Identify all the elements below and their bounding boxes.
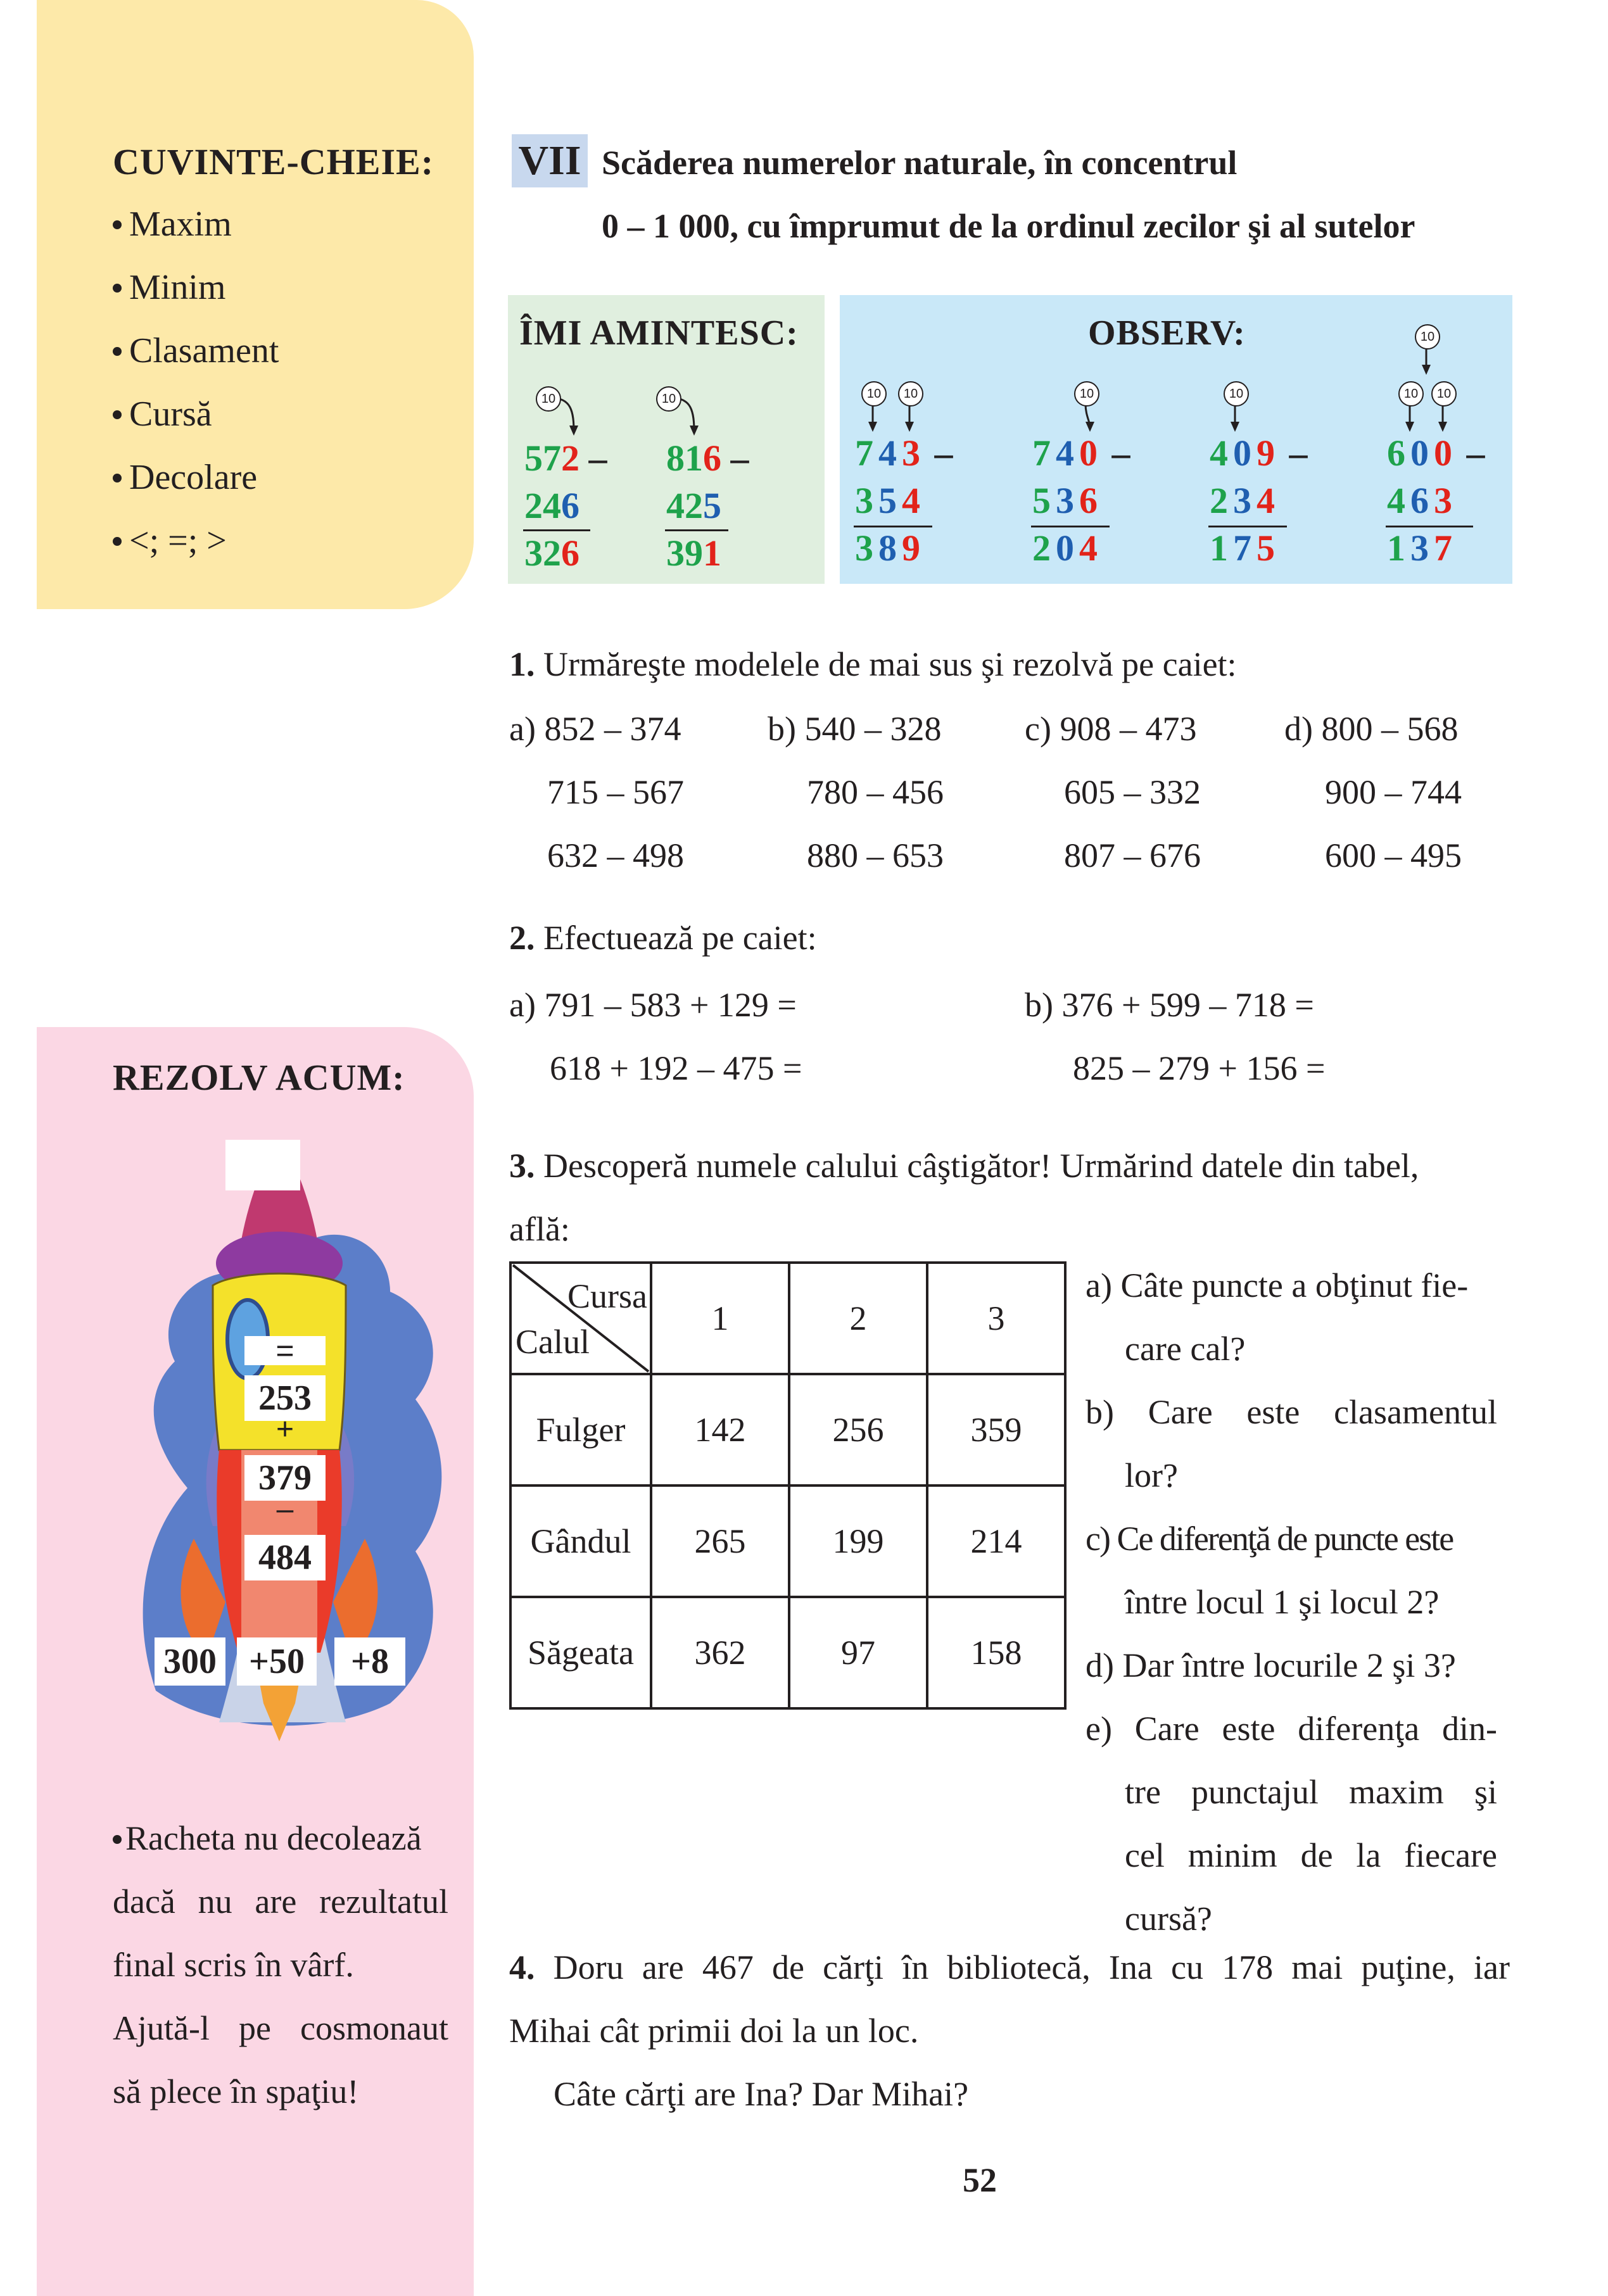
exercise-3-heading: 3. Descoperă numele calului câştigător! Urmărind datele din tabel,	[509, 1147, 1419, 1185]
solve-now-title: REZOLV ACUM:	[113, 1057, 405, 1098]
observe-example-2: 740 – 536 204	[1032, 432, 1130, 569]
rocket-note	[113, 1819, 448, 2135]
result-line	[1208, 526, 1287, 527]
table-cell: 256	[789, 1374, 927, 1485]
note-line: să plece în spaţiu!	[113, 2072, 359, 2110]
bullet-icon	[113, 347, 122, 356]
page-number: 52	[963, 2161, 997, 2199]
table-row	[510, 1485, 1065, 1597]
exercise-2-item: a) 791 – 583 + 129 =	[509, 986, 797, 1024]
rocket-equals: =	[244, 1336, 326, 1365]
note-line: Ajută-l pe cosmonaut	[113, 2009, 448, 2047]
borrow-ten-icon: 10	[656, 386, 681, 412]
borrow-ten-icon: 10	[1398, 381, 1424, 407]
exercise-1-item: 632 – 498	[547, 836, 684, 874]
exercise-1-item: c) 908 – 473	[1025, 710, 1197, 748]
exercise-1-item: 600 – 495	[1325, 836, 1462, 874]
keyword-item: Decolare	[113, 457, 257, 498]
exercise-1-item: 900 – 744	[1325, 773, 1462, 811]
bullet-icon	[113, 220, 122, 229]
note-line: final scris în vârf.	[113, 1946, 354, 1984]
exercise-3-heading-cont: află:	[509, 1210, 570, 1248]
exercise-2-item: 618 + 192 – 475 =	[550, 1049, 802, 1087]
exercise-4-line1: 4. Doru are 467 de cărţi în bibliotecă, Ina cu 178 mai puţine, iar	[509, 1948, 1510, 1986]
exercise-4-line3: Câte cărţi are Ina? Dar Mihai?	[554, 2075, 969, 2113]
lesson-title-line1: Scăderea numerelor naturale, în concentrul	[602, 144, 1238, 182]
rocket-operator: +	[275, 1413, 294, 1446]
question-line: cursă?	[1125, 1900, 1212, 1938]
keyword-item: Maxim	[113, 204, 232, 244]
exercise-1-item: 807 – 676	[1064, 836, 1201, 874]
borrow-ten-icon: 10	[1431, 381, 1457, 407]
table-row	[510, 1374, 1065, 1485]
borrow-ten-icon: 10	[1415, 324, 1440, 350]
bullet-icon	[113, 537, 122, 546]
table-cell: 97	[789, 1597, 927, 1708]
table-header-cell: 3	[927, 1263, 1065, 1374]
rocket-base-number: +8	[334, 1637, 405, 1686]
observe-example-4: 600 – 463 137	[1387, 432, 1485, 569]
exercise-3-questions	[1086, 1254, 1497, 1950]
table-cell-horse: Gândul	[510, 1485, 651, 1597]
keywords-title: CUVINTE-CHEIE:	[113, 141, 434, 182]
table-cell-horse: Săgeata	[510, 1597, 651, 1708]
remember-example-2: 816 – 425 391	[666, 438, 749, 574]
observe-example-1: 743 – 354 389	[855, 432, 953, 569]
rocket-base-number: 300	[155, 1637, 225, 1686]
question-line: cel minim de la fiecare	[1125, 1836, 1497, 1874]
keyword-item: Clasament	[113, 331, 279, 371]
question-line: lor?	[1125, 1456, 1178, 1494]
table-cell: 265	[651, 1485, 789, 1597]
keyword-item: Cursă	[113, 394, 212, 434]
bullet-icon	[113, 1835, 122, 1844]
exercise-1-item: a) 852 – 374	[509, 710, 681, 748]
table-cell-horse: Fulger	[510, 1374, 651, 1485]
observe-title: OBSERV:	[1088, 313, 1246, 353]
table-header-cell: 2	[789, 1263, 927, 1374]
rocket-base-number: +50	[237, 1637, 317, 1686]
exercise-1-item: 880 – 653	[807, 836, 944, 874]
rocket-number: 379	[244, 1455, 326, 1501]
result-line	[854, 526, 932, 527]
table-corner-top: Cursa	[567, 1277, 647, 1315]
borrow-ten-icon: 10	[1224, 381, 1249, 407]
remember-title: ÎMI AMINTESC:	[519, 313, 799, 353]
rocket-operator: –	[276, 1492, 294, 1526]
question-line: d) Dar între locurile 2 şi 3?	[1086, 1646, 1456, 1684]
lesson-number: VII	[518, 137, 581, 184]
question-line: care cal?	[1125, 1330, 1246, 1368]
table-header-row	[510, 1263, 1065, 1374]
exercise-2-heading: 2. Efectuează pe caiet:	[509, 919, 817, 957]
lesson-title-line2: 0 – 1 000, cu împrumut de la ordinul zecilor şi al sutelor	[602, 207, 1415, 245]
result-line	[1386, 526, 1473, 527]
exercise-1-item: 605 – 332	[1064, 773, 1201, 811]
table-cell: 142	[651, 1374, 789, 1485]
table-header-cell: 1	[651, 1263, 789, 1374]
table-cell: 362	[651, 1597, 789, 1708]
result-line	[1031, 526, 1110, 527]
keywords-panel	[37, 0, 474, 609]
exercise-2-item: 825 – 279 + 156 =	[1073, 1049, 1326, 1087]
question-line: b) Care este clasamentul	[1086, 1393, 1497, 1431]
question-line: între locul 1 şi locul 2?	[1125, 1583, 1440, 1621]
remember-example-1: 572 – 246 326	[524, 438, 607, 574]
note-line: Racheta nu decolează	[113, 1819, 448, 1882]
exercise-1-item: 715 – 567	[547, 773, 684, 811]
keyword-item: <; =; >	[113, 520, 227, 561]
bullet-icon	[113, 284, 122, 293]
exercise-1-item: b) 540 – 328	[768, 710, 942, 748]
result-line	[523, 529, 590, 531]
question-line: e) Care este diferenţa din-	[1086, 1710, 1497, 1748]
question-line: tre punctajul maxim şi	[1125, 1773, 1497, 1811]
table-cell: 199	[789, 1485, 927, 1597]
question-line: a) Câte puncte a obţinut fie-	[1086, 1266, 1469, 1304]
exercise-1-heading: 1. Urmăreşte modelele de mai sus şi rezolvă pe caiet:	[509, 645, 1237, 683]
exercise-2-item: b) 376 + 599 – 718 =	[1025, 986, 1314, 1024]
race-table	[509, 1261, 1067, 1710]
borrow-ten-icon: 10	[1074, 381, 1099, 407]
exercise-4-line2: Mihai cât primii doi la un loc.	[509, 2012, 919, 2050]
question-line: c) Ce diferenţă de puncte este	[1086, 1520, 1453, 1558]
borrow-ten-icon: 10	[861, 381, 887, 407]
table-corner-bottom: Calul	[516, 1323, 590, 1361]
borrow-ten-icon: 10	[536, 386, 561, 412]
bullet-icon	[113, 410, 122, 419]
bullet-icon	[113, 474, 122, 483]
rocket-number: 484	[244, 1535, 326, 1580]
exercise-1-item: 780 – 456	[807, 773, 944, 811]
table-cell: 158	[927, 1597, 1065, 1708]
table-cell: 214	[927, 1485, 1065, 1597]
rocket-number: 253	[244, 1375, 326, 1421]
exercise-1-item: d) 800 – 568	[1284, 710, 1459, 748]
observe-example-3: 409 – 234 175	[1210, 432, 1308, 569]
note-line: dacă nu are rezultatul	[113, 1883, 448, 1921]
table-corner-cell	[510, 1263, 651, 1374]
keyword-item: Minim	[113, 267, 225, 308]
result-line	[665, 529, 728, 531]
table-cell: 359	[927, 1374, 1065, 1485]
table-row	[510, 1597, 1065, 1708]
borrow-ten-icon: 10	[898, 381, 923, 407]
